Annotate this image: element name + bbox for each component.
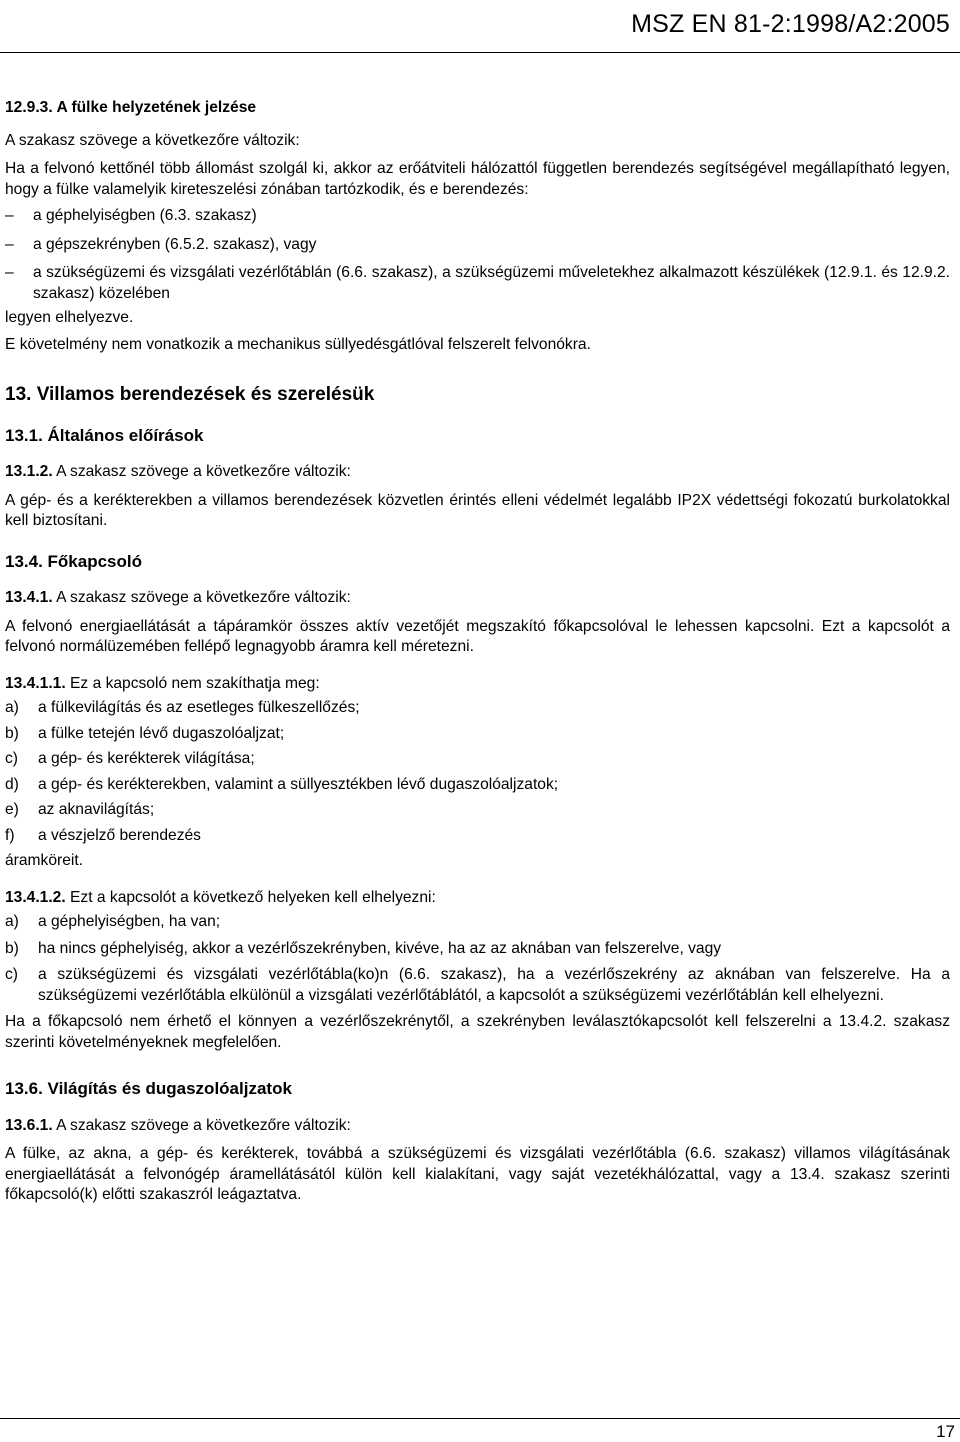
heading-13: 13. Villamos berendezések és szerelésük — [5, 384, 375, 405]
paragraph-13-4-1-2: 13.4.1.2. Ezt a kapcsolót a következő helyeken kell elhelyezni: — [5, 888, 436, 906]
paragraph: A felvonó energiaellátását a tápáramkör összes aktív vezetőjét megszakító főkapcsolóval le lehessen kapcsolni. Ezt a kapcsolót a felvonó normálüzemében fellépő legnagyobb áramra kell méretezni. — [5, 617, 950, 655]
dash-marker: – — [5, 264, 14, 281]
list-item: a) a fülkevilágítás és az esetleges fülkeszellőzés; — [5, 699, 360, 716]
paragraph: E követelmény nem vonatkozik a mechanikus süllyedésgátlóval felszerelt felvonókra. — [5, 335, 591, 353]
list-item: – a gépszekrényben (6.5.2. szakasz), vagy — [5, 235, 950, 256]
paragraph: Ha a felvonó kettőnél több állomást szolgál ki, akkor az erőátviteli hálózattól független berendezés segítségével megállapítható legyen, hogy a fülke valamelyik kireteszelési zónában tartózkodik, és e berendezés: — [5, 160, 950, 198]
paragraph-13-1-2: 13.1.2. A szakasz szövege a következőre változik: — [5, 463, 351, 480]
list-item: – a géphelyiségben (6.3. szakasz) — [5, 206, 950, 227]
standard-number: MSZ EN 81-2:1998/A2:2005 — [631, 10, 950, 38]
paragraph-13-4-1: 13.4.1. A szakasz szövege a következőre változik: — [5, 589, 351, 606]
letter-list — [5, 912, 950, 1006]
dash-list — [5, 206, 950, 304]
heading-13-4: 13.4. Főkapcsoló — [5, 551, 142, 571]
list-item: b) a fülke tetején lévő dugaszolóaljzat; — [5, 724, 285, 742]
letter-list — [5, 698, 950, 846]
document-body — [5, 98, 950, 1206]
list-item: f) a vészjelző berendezés — [5, 826, 201, 844]
page-number: 17 — [936, 1422, 955, 1441]
paragraph: Ha a főkapcsoló nem érhető el könnyen a vezérlőszekrénytől, a szekrényben leválasztókapcsolót kell felszerelni a 13.4.2. szakasz szerinti követelményeknek megfelelően. — [5, 1013, 950, 1051]
heading-13-6: 13.6. Világítás és dugaszolóaljzatok — [5, 1079, 292, 1098]
paragraph-13-4-1-1: 13.4.1.1. Ez a kapcsoló nem szakíthatja meg: — [5, 674, 320, 692]
paragraph: legyen elhelyezve. — [5, 309, 134, 326]
paragraph: A gép- és a kerékterekben a villamos berendezések közvetlen érintés elleni védelmét legalább IP2X védettségi fokozatú burkolatokkal kell biztosítani. — [5, 491, 950, 529]
list-item: – a szükségüzemi és vizsgálati vezérlőtáblán (6.6. szakasz), a szükségüzemi műveletekhez alkalmazott készülékek (12.9.1. és 12.9.2. szakasz) közelében — [5, 263, 950, 304]
dash-marker: – — [5, 235, 14, 253]
list-item: c) a gép- és kerékterek világítása; — [5, 750, 255, 767]
list-item: d) a gép- és kerékterekben, valamint a süllyesztékben lévő dugaszolóaljzatok; — [5, 775, 559, 793]
list-item: c) a szükségüzemi és vizsgálati vezérlőtábla(ko)n (6.6. szakasz), ha a vezérlőszekrény az aknában van felszerelve. Ha a szükségüzemi vezérlőtábla elkülönül a vizsgálati vezérlőtáblától, a kapcsolót a szükségüzemi vezérlőtáblán kell elhelyezni. — [5, 966, 950, 1004]
header-rule — [0, 52, 960, 53]
list-item: e) az aknavilágítás; — [5, 801, 155, 818]
list-item: a) a géphelyiségben, ha van; — [5, 913, 221, 930]
heading-12-9-3: 12.9.3. A fülke helyzetének jelzése — [5, 99, 257, 116]
paragraph: A fülke, az akna, a gép- és kerékterek, továbbá a szükségüzemi és vizsgálati vezérlőtábla (6.6. szakasz) villamos világításának energiaellátását a felvonógép áramellátásától külön kell kialakítani, vagy saját vezetékhálózattal, vagy a 13.4. szakasz szerinti főkapcsoló(k) előtti szakaszról leágaztatva. — [5, 1145, 950, 1203]
paragraph-intro: A szakasz szövege a következőre változik: — [5, 131, 300, 149]
footer-rule — [0, 1418, 960, 1419]
list-item: b) ha nincs géphelyiség, akkor a vezérlőszekrényben, kivéve, ha az az aknában van felszerelve, vagy — [5, 939, 722, 957]
paragraph: áramköreit. — [5, 852, 83, 869]
dash-marker: – — [5, 207, 14, 224]
paragraph-13-6-1: 13.6.1. A szakasz szövege a következőre változik: — [5, 1116, 351, 1134]
heading-13-1: 13.1. Általános előírások — [5, 425, 204, 445]
